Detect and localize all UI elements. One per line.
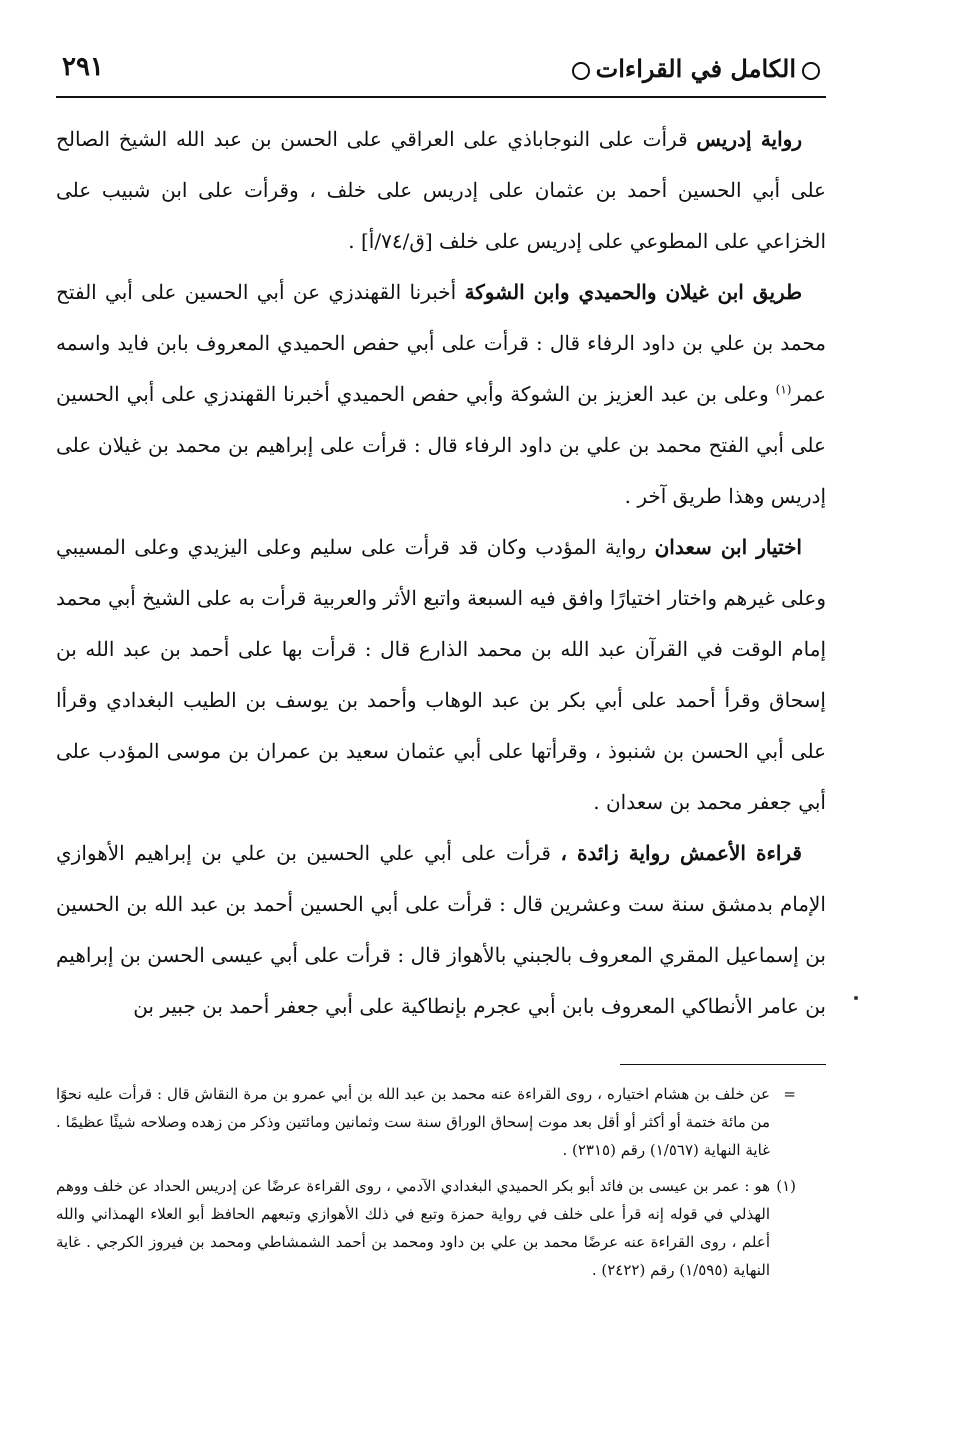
page-header [56, 40, 826, 98]
footnote-1 [56, 1172, 796, 1284]
paragraph-text: رواية المؤدب وكان قد قرأت على سليم وعلى اليزيدي وعلى المسيبي وعلى غيرهم واختار اختيارًا وافق فيه السبعة واتبع الأثر والعربية قرأت به على الشيخ أبي محمد إمام الوقت في القرآن عبد الله بن محمد الذارع قال : قرأت بها على أحمد بن عبد الله بن إسحاق وقرأ أحمد على أبي بكر بن عبد الوهاب وأحمد بن يوسف بن الطيب البغدادي وقرأا على أبي الحسن بن شنبوذ ، وقرأتها على أبي عثمان سعيد بن عمران بن موسى المؤدب على أبي جعفر محمد بن سعدان . [56, 535, 826, 814]
footnote-text: عن خلف بن هشام اختياره ، روى القراءة عنه محمد بن عبد الله بن أبي عمرو بن مرة النقاش قال : قرأت عليه نحوًا من مائة ختمة أو أكثر أو أقل بعد موت إسحاق الوراق سنة ست وثمانين ومائتين وذكر من زهده وصلاحه شيئًا عظيمًا . غاية النهاية (١/٥٦٧) رقم (٢٣١٥) . [56, 1085, 770, 1159]
circle-ornament-icon [802, 62, 820, 80]
main-text [56, 114, 826, 1032]
paragraph-text: قرأت على النوجاباذي على العراقي على الحسن بن عبد الله الشيخ الصالح على أبي الحسين أحمد بن عثمان على إدريس على خلف ، وقرأت على ابن شبيب على الخزاعي على المطوعي على إدريس على خلف [ق/٧٤/أ] . [56, 127, 826, 253]
paragraph-text: قرأت على أبي علي الحسين بن علي بن إبراهيم الأهوازي الإمام بدمشق سنة ست وعشرين قال : قرأت على أبي الحسين أحمد بن عبد الله بن الحسين بن إسماعيل المقري المعروف بالجبني بالأهواز قال : قرأت على أبي عيسى الحسن بن إبراهيم بن عامر الأنطاكي المعروف بابن أبي عجرم بإنطاكية على أبي جعفر أحمد بن جبير بن [56, 841, 826, 1018]
running-title [566, 54, 826, 83]
footnote-mark: = [783, 1085, 796, 1103]
footnote-ref: (١) [775, 382, 792, 397]
page-number: ٢٩١ [62, 52, 104, 82]
paragraph-idris [56, 114, 826, 267]
footnote-continuation [56, 1080, 796, 1164]
paragraph-amash [56, 828, 826, 1032]
paragraph-text: أخبرنا القهندزي عن أبي الحسين على أبي الفتح محمد بن علي بن داود الرفاء قال : قرأت على أبي حفص الحميدي المعروف بابن فايد واسمه عمر [56, 280, 826, 406]
section-lead: قراءة الأعمش رواية زائدة ، [560, 841, 802, 865]
section-lead: طريق ابن غيلان والحميدي وابن الشوكة [464, 280, 802, 304]
margin-dot [854, 996, 858, 1000]
section-lead: رواية إدريس [696, 127, 803, 151]
footnote-text: هو : عمر بن عيسى بن فائد أبو بكر الحميدي البغدادي الآدمي ، روى القراءة عرضًا عن إدريس الحداد عن خلف ووهم الهذلي في قوله إنه قرأ على خلف في رواية حمزة وتبع في ذلك الأهوازي وتبعهم الحافظ أبو العلاء الهمذاني والله أعلم ، روى القراءة عنه عرضًا محمد بن علي بن داود ومحمد بن أحمد الشمشاطي ومحمد بن فيروز الكرجي . غاية النهاية (١/٥٩٥) رقم (٢٤٢٢) . [56, 1177, 770, 1279]
paragraph-ibn-ghaylan [56, 267, 826, 522]
circle-ornament-icon [572, 62, 590, 80]
paragraph-ibn-sadan [56, 522, 826, 828]
footnote-separator [620, 1064, 826, 1065]
footnotes [56, 1080, 796, 1292]
paragraph-text: وعلى بن عبد العزيز بن الشوكة وأبي حفص الحميدي أخبرنا القهندزي على أبي الحسين على أبي الفتح محمد بن علي بن داود الرفاء قال : قرأت على إبراهيم بن محمد بن غيلان على إدريس وهذا طريق آخر . [56, 382, 826, 508]
footnote-mark: (١) [776, 1177, 796, 1195]
running-title-text: الكامل في القراءات [595, 54, 796, 83]
section-lead: اختيار ابن سعدان [654, 535, 802, 559]
